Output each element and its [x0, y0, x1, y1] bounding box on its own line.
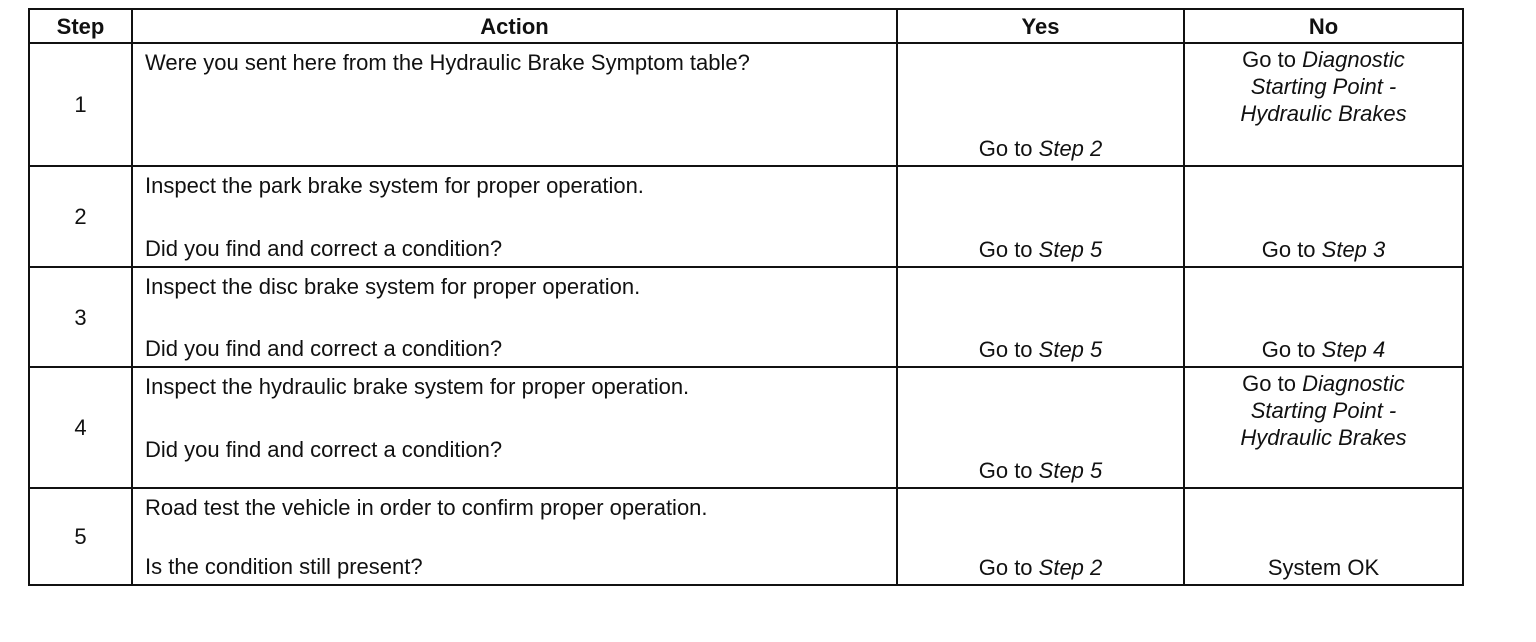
- action-cell: [132, 43, 897, 166]
- yes-prefix: Go to: [978, 337, 1039, 362]
- yes-prefix: Go to: [978, 555, 1039, 580]
- no-diagnostic-link-line2[interactable]: Starting Point -: [1250, 74, 1397, 99]
- table-row: [29, 267, 1463, 367]
- action-text: Inspect the hydraulic brake system for proper operation.: [145, 374, 690, 399]
- yes-step-link[interactable]: Step 2: [1038, 136, 1103, 161]
- header-action: Action: [132, 9, 897, 43]
- yes-step-link[interactable]: Step 2: [1038, 555, 1103, 580]
- no-cell: [1184, 488, 1463, 585]
- no-prefix: Go to: [1261, 337, 1322, 362]
- header-no: No: [1184, 9, 1463, 43]
- no-diagnostic-link[interactable]: Diagnostic: [1302, 371, 1405, 396]
- no-step-link[interactable]: Step 4: [1321, 337, 1386, 362]
- no-cell: [1184, 367, 1463, 488]
- no-diagnostic-link-line2[interactable]: Starting Point -: [1250, 398, 1397, 423]
- no-prefix: Go to: [1242, 371, 1303, 396]
- yes-prefix: Go to: [978, 237, 1039, 262]
- question-text: Did you find and correct a condition?: [145, 236, 503, 261]
- action-cell: [132, 267, 897, 367]
- yes-cell: [897, 488, 1184, 585]
- no-cell: [1184, 43, 1463, 166]
- no-step-link[interactable]: Step 3: [1321, 237, 1386, 262]
- yes-step-link[interactable]: Step 5: [1038, 458, 1103, 483]
- action-cell: [132, 488, 897, 585]
- no-cell: [1184, 166, 1463, 267]
- table-row: [29, 367, 1463, 488]
- header-row: [29, 9, 1463, 43]
- yes-cell: [897, 43, 1184, 166]
- yes-step-link[interactable]: Step 5: [1038, 237, 1103, 262]
- step-number: 1: [29, 43, 132, 166]
- question-text: Is the condition still present?: [145, 554, 423, 579]
- no-result-text: System OK: [1267, 555, 1380, 580]
- no-cell: [1184, 267, 1463, 367]
- action-cell: [132, 367, 897, 488]
- header-step: Step: [29, 9, 132, 43]
- table-row: [29, 488, 1463, 585]
- no-diagnostic-link[interactable]: Diagnostic: [1302, 47, 1405, 72]
- no-prefix: Go to: [1242, 47, 1303, 72]
- question-text: Did you find and correct a condition?: [145, 336, 503, 361]
- action-cell: [132, 166, 897, 267]
- no-prefix: Go to: [1261, 237, 1322, 262]
- step-number: 2: [29, 166, 132, 267]
- table-row: [29, 166, 1463, 267]
- action-text: Were you sent here from the Hydraulic Brake Symptom table?: [145, 50, 750, 75]
- table-row: [29, 43, 1463, 166]
- no-diagnostic-link-line3[interactable]: Hydraulic Brakes: [1240, 101, 1407, 126]
- no-diagnostic-link-line3[interactable]: Hydraulic Brakes: [1240, 425, 1407, 450]
- diagnostic-table: [28, 8, 1464, 586]
- yes-prefix: Go to: [978, 458, 1039, 483]
- yes-cell: [897, 367, 1184, 488]
- step-number: 3: [29, 267, 132, 367]
- action-text: Road test the vehicle in order to confirm proper operation.: [145, 495, 708, 520]
- yes-cell: [897, 267, 1184, 367]
- yes-prefix: Go to: [978, 136, 1039, 161]
- action-text: Inspect the park brake system for proper operation.: [145, 173, 644, 198]
- header-yes: Yes: [897, 9, 1184, 43]
- question-text: Did you find and correct a condition?: [145, 437, 503, 462]
- step-number: 4: [29, 367, 132, 488]
- yes-step-link[interactable]: Step 5: [1038, 337, 1103, 362]
- step-number: 5: [29, 488, 132, 585]
- yes-cell: [897, 166, 1184, 267]
- action-text: Inspect the disc brake system for proper operation.: [145, 274, 641, 299]
